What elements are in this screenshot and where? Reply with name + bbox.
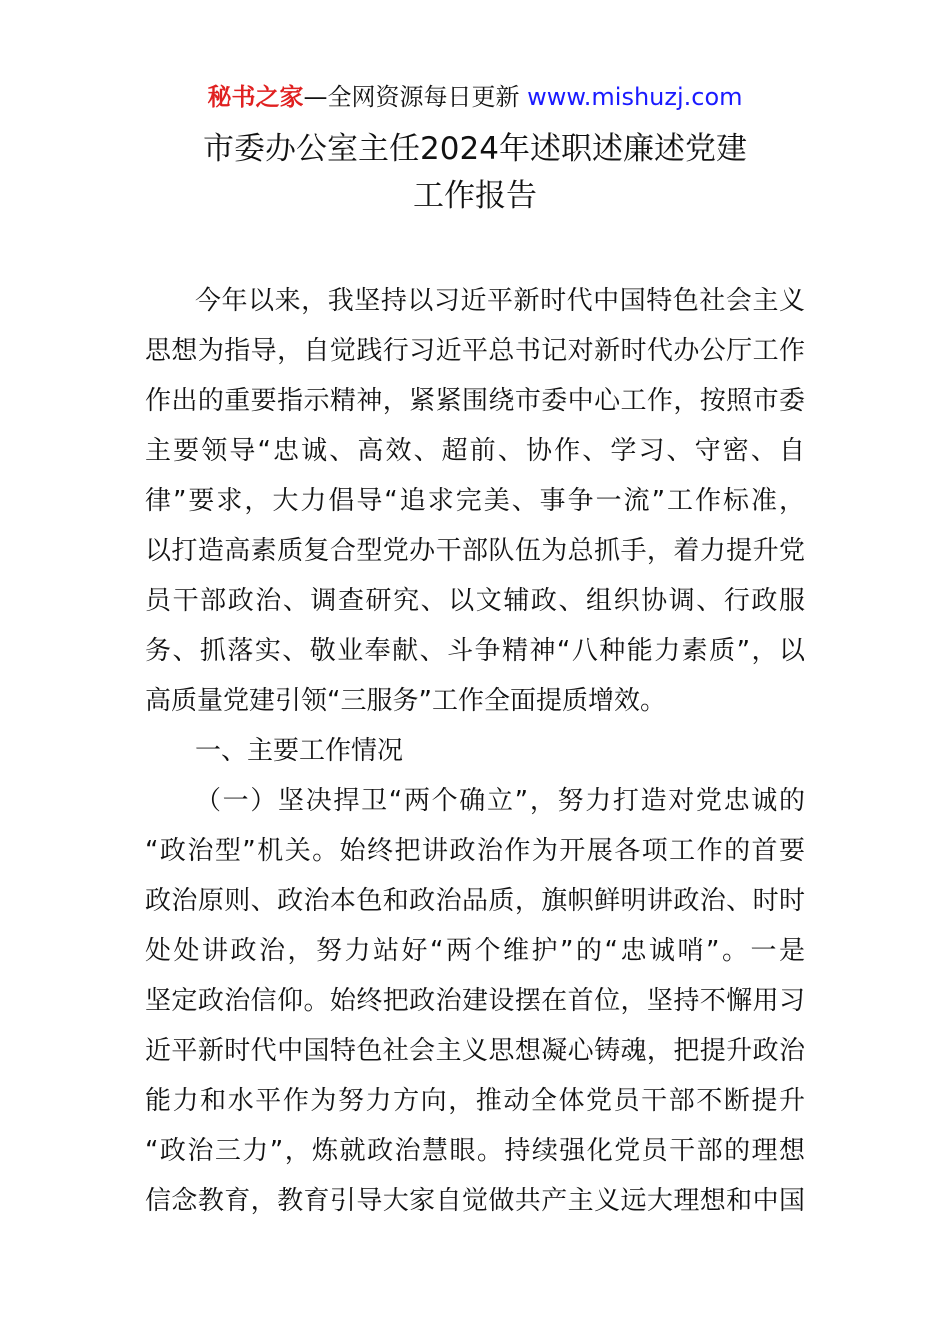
site-url-link[interactable]: www.mishuzj.com bbox=[527, 83, 743, 111]
paragraph-1-line: 作出的重要指示精神，紧紧围绕市委中心工作，按照市委 bbox=[145, 386, 805, 416]
paragraph-1-line: 主要领导“忠诚、高效、超前、协作、学习、守密、自 bbox=[145, 436, 805, 466]
paragraph-2-line: 政治原则、政治本色和政治品质，旗帜鲜明讲政治、时时 bbox=[145, 886, 805, 916]
paragraph-1-line: 以打造高素质复合型党办干部队伍为总抓手，着力提升党 bbox=[145, 536, 805, 566]
paragraph-1-line: 务、抓落实、敬业奉献、斗争精神“八种能力素质”，以 bbox=[145, 636, 805, 666]
paragraph-1-line: 今年以来，我坚持以习近平新时代中国特色社会主义 bbox=[195, 286, 805, 316]
site-header bbox=[0, 80, 950, 114]
paragraph-1-line: 员干部政治、调查研究、以文辅政、组织协调、行政服 bbox=[145, 586, 805, 616]
paragraph-2-line: （一）坚决捍卫“两个确立”，努力打造对党忠诚的 bbox=[195, 786, 805, 816]
paragraph-2-line: 信念教育，教育引导大家自觉做共产主义远大理想和中国 bbox=[145, 1186, 805, 1216]
brand-name: 秘书之家 bbox=[207, 83, 304, 111]
header-tagline: —全网资源每日更新 bbox=[303, 83, 520, 111]
paragraph-2-line: 坚定政治信仰。始终把政治建设摆在首位，坚持不懈用习 bbox=[145, 986, 805, 1016]
paragraph-1-line: 高质量党建引领“三服务”工作全面提质增效。 bbox=[145, 686, 666, 716]
paragraph-2-line: 近平新时代中国特色社会主义思想凝心铸魂，把提升政治 bbox=[145, 1036, 805, 1066]
document-title-line-1: 市委办公室主任2024年述职述廉述党建 bbox=[203, 131, 747, 167]
paragraph-1-line: 思想为指导，自觉践行习近平总书记对新时代办公厅工作 bbox=[145, 336, 805, 366]
paragraph-2-line: 处处讲政治，努力站好“两个维护”的“忠诚哨”。一是 bbox=[145, 936, 805, 966]
paragraph-2-line: “政治三力”，炼就政治慧眼。持续强化党员干部的理想 bbox=[145, 1136, 805, 1166]
section-heading: 一、主要工作情况 bbox=[195, 736, 404, 766]
paragraph-1-line: 律”要求，大力倡导“追求完美、事争一流”工作标准， bbox=[145, 486, 805, 516]
paragraph-2-line: “政治型”机关。始终把讲政治作为开展各项工作的首要 bbox=[145, 836, 805, 866]
paragraph-2-line: 能力和水平作为努力方向，推动全体党员干部不断提升 bbox=[145, 1086, 805, 1116]
document-title-line-2: 工作报告 bbox=[413, 178, 537, 214]
